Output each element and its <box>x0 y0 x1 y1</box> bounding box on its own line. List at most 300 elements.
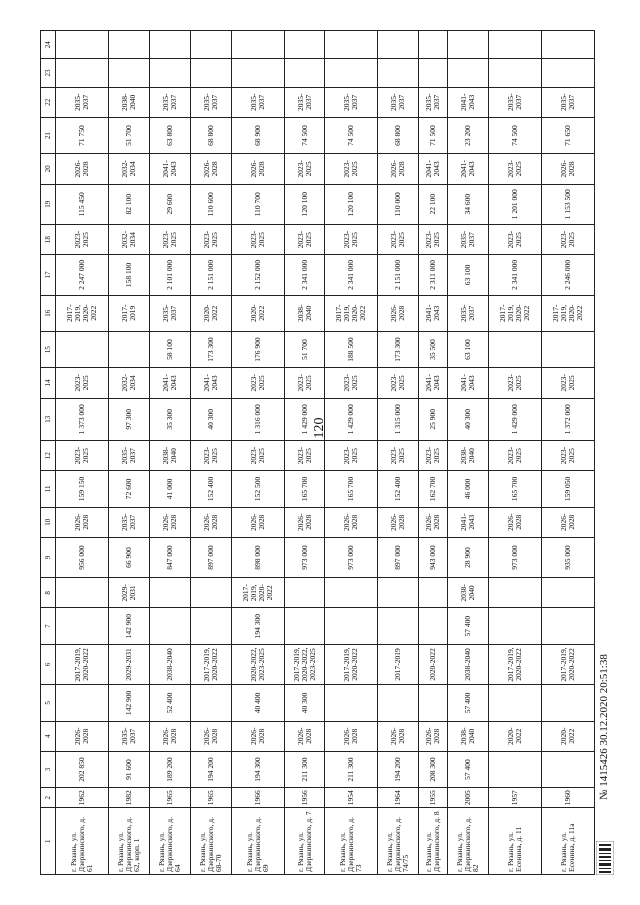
table-cell: 1 373 000 <box>56 398 109 440</box>
table-cell: 35 300 <box>149 398 190 440</box>
table-cell: 57 400 <box>448 685 489 721</box>
table-cell: 152 500 <box>231 471 284 507</box>
table-cell: 194 200 <box>378 751 419 787</box>
table-cell: 2023-2025 <box>56 224 109 254</box>
table-cell: 2041-2043 <box>419 368 448 398</box>
address-cell: г. Рязань, ул. Дзержинского, д. 62, корп. 1 <box>108 808 149 875</box>
address-cell: г. Рязань, ул. Дзержинского, д. 82 <box>448 808 489 875</box>
table-cell <box>284 608 325 644</box>
table-cell: 71 650 <box>541 117 594 153</box>
table-cell: 2026-2028 <box>231 154 284 184</box>
table-cell <box>541 608 594 644</box>
table-cell: 2026-2028 <box>419 507 448 537</box>
table-row <box>231 31 284 875</box>
table-cell: 1 316 000 <box>231 398 284 440</box>
table-cell: 2041-2043 <box>419 154 448 184</box>
table-cell: 973 000 <box>325 537 378 577</box>
table-cell: 165 700 <box>325 471 378 507</box>
table-cell: 158 100 <box>108 255 149 295</box>
table-cell: 22 100 <box>419 184 448 224</box>
table-cell: 2026-2028 <box>190 721 231 751</box>
table-cell: 23 200 <box>448 117 489 153</box>
table-cell <box>488 31 541 59</box>
table-cell: 2026-2028 <box>325 507 378 537</box>
table-cell: 72 600 <box>108 471 149 507</box>
table-cell: 2041-2043 <box>419 295 448 331</box>
table-cell: 2035-2037 <box>448 224 489 254</box>
table-cell: 63 100 <box>448 331 489 367</box>
table-cell: 2 152 000 <box>231 255 284 295</box>
column-header: 22 <box>41 87 56 117</box>
table-cell: 2026-2028 <box>231 721 284 751</box>
column-header: 4 <box>41 721 56 751</box>
table-cell: 847 000 <box>149 537 190 577</box>
column-header: 7 <box>41 608 56 644</box>
table-cell: 1 153 500 <box>541 184 594 224</box>
table-cell: 2023-2025 <box>378 224 419 254</box>
table-cell: 1 429 000 <box>488 398 541 440</box>
table-cell: 110 600 <box>190 184 231 224</box>
table-cell: 2041-2043 <box>190 368 231 398</box>
table-cell: 2023-2025 <box>541 368 594 398</box>
table-row <box>378 31 419 875</box>
table-cell: 2035-2037 <box>541 87 594 117</box>
table-cell: 2023-2025 <box>284 224 325 254</box>
table-cell: 2023-2025 <box>149 224 190 254</box>
column-header: 12 <box>41 440 56 470</box>
table-cell: 2023-2025 <box>419 440 448 470</box>
table-cell: 935 000 <box>541 537 594 577</box>
table-cell: 2017-2019, 2020-2022 <box>190 644 231 684</box>
table-cell: 68 800 <box>378 117 419 153</box>
table-cell: 2026-2028 <box>541 154 594 184</box>
table-cell: 46 000 <box>448 471 489 507</box>
table-body <box>56 31 595 875</box>
table-row <box>541 31 594 875</box>
table-cell <box>541 31 594 59</box>
table-cell <box>325 608 378 644</box>
table-cell: 2023-2025 <box>231 368 284 398</box>
table-cell: 2032-2034 <box>108 224 149 254</box>
table-cell <box>325 31 378 59</box>
table-cell: 2026-2028 <box>488 507 541 537</box>
table-cell: 2023-2025 <box>488 154 541 184</box>
column-header: 23 <box>41 59 56 87</box>
table-cell: 82 100 <box>108 184 149 224</box>
column-header: 13 <box>41 398 56 440</box>
table-cell: 2035-2037 <box>108 507 149 537</box>
table-cell <box>419 31 448 59</box>
table-cell: 2029-2031 <box>108 578 149 608</box>
table-cell: 2 246 000 <box>541 255 594 295</box>
table-cell: 2026-2028 <box>419 721 448 751</box>
column-header: 14 <box>41 368 56 398</box>
table-cell: 159 150 <box>56 471 109 507</box>
table-cell: 208 300 <box>419 751 448 787</box>
table-cell: 2026-2028 <box>56 154 109 184</box>
table-cell: 1965 <box>190 788 231 808</box>
table-cell: 2023-2025 <box>284 440 325 470</box>
table-cell: 2023-2025 <box>284 154 325 184</box>
table-cell <box>378 31 419 59</box>
column-header: 16 <box>41 295 56 331</box>
column-header: 1 <box>41 808 56 875</box>
capital-repair-table <box>40 30 595 875</box>
column-header: 17 <box>41 255 56 295</box>
table-cell: 142 900 <box>108 608 149 644</box>
table-row <box>325 31 378 875</box>
table-cell: 2023-2025 <box>56 368 109 398</box>
table-cell: 2023-2025 <box>488 368 541 398</box>
table-cell <box>108 31 149 59</box>
table-cell: 1956 <box>284 788 325 808</box>
table-cell: 115 450 <box>56 184 109 224</box>
address-cell: г. Рязань, ул. Есенина, д. 11а <box>541 808 594 875</box>
table-cell: 159 050 <box>541 471 594 507</box>
address-cell: г. Рязань, ул. Дзержинского, д. 61 <box>56 808 109 875</box>
table-cell: 202 850 <box>56 751 109 787</box>
table-cell: 2023-2025 <box>231 224 284 254</box>
table-cell <box>56 331 109 367</box>
table-cell: 897 000 <box>378 537 419 577</box>
table-cell: 2 247 000 <box>56 255 109 295</box>
table-cell: 2038-2040 <box>448 578 489 608</box>
table-cell: 74 500 <box>488 117 541 153</box>
column-header: 2 <box>41 788 56 808</box>
table-cell <box>56 608 109 644</box>
table-cell: 2 151 000 <box>190 255 231 295</box>
table-cell: 2017-2019, 2020-2022 <box>488 644 541 684</box>
table-cell: 194 300 <box>231 751 284 787</box>
table-cell: 2041-2043 <box>149 368 190 398</box>
column-header: 8 <box>41 578 56 608</box>
table-cell: 2038-2040 <box>448 440 489 470</box>
table-cell <box>149 59 190 87</box>
column-header: 3 <box>41 751 56 787</box>
table-cell: 28 900 <box>448 537 489 577</box>
table-cell: 2026-2028 <box>284 721 325 751</box>
table-cell: 2026-2028 <box>378 295 419 331</box>
table-cell: 71 500 <box>419 117 448 153</box>
table-cell: 2 101 000 <box>149 255 190 295</box>
table-cell: 2017-2019, 2020-2022, 2023-2025 <box>284 644 325 684</box>
table-cell: 1960 <box>541 788 594 808</box>
table-cell <box>541 331 594 367</box>
table-cell: 176 900 <box>231 331 284 367</box>
column-header: 5 <box>41 685 56 721</box>
table-cell: 142 900 <box>108 685 149 721</box>
table-cell: 2032-2034 <box>108 154 149 184</box>
table-cell: 173 300 <box>190 331 231 367</box>
table-cell: 2038-2040 <box>149 440 190 470</box>
table-cell <box>541 751 594 787</box>
table-cell: 2035-2037 <box>325 87 378 117</box>
table-cell: 2023-2025 <box>284 368 325 398</box>
table-cell: 2026-2028 <box>149 721 190 751</box>
barcode-stamp-icon <box>596 841 614 875</box>
table-row <box>149 31 190 875</box>
table-cell: 52 400 <box>149 685 190 721</box>
table-cell: 2023-2025 <box>378 368 419 398</box>
table-cell: 189 200 <box>149 751 190 787</box>
table-cell: 2005 <box>448 788 489 808</box>
table-cell: 2035-2037 <box>231 87 284 117</box>
table-cell: 2038-2040 <box>448 644 489 684</box>
table-cell <box>378 685 419 721</box>
table-cell: 2026-2028 <box>378 507 419 537</box>
table-cell <box>378 608 419 644</box>
table-cell: 35 500 <box>419 331 448 367</box>
page-number: 120 <box>312 417 327 439</box>
table-cell: 2023-2025 <box>190 440 231 470</box>
table-cell: 1955 <box>419 788 448 808</box>
table-cell: 173 300 <box>378 331 419 367</box>
table-cell <box>325 685 378 721</box>
table-cell <box>325 578 378 608</box>
table-cell: 71 750 <box>56 117 109 153</box>
table-cell: 2020-2022 <box>419 644 448 684</box>
table-cell: 2035-2037 <box>56 87 109 117</box>
table-cell: 2 311 000 <box>419 255 448 295</box>
address-cell: г. Рязань, ул. Есенина, д. 11 <box>488 808 541 875</box>
table-cell: 41 000 <box>149 471 190 507</box>
table-cell: 2017-2019, 2020-2022 <box>325 295 378 331</box>
table-row <box>190 31 231 875</box>
table-cell: 973 000 <box>284 537 325 577</box>
table-cell: 1 429 000 <box>284 398 325 440</box>
table-row <box>108 31 149 875</box>
table-cell <box>190 685 231 721</box>
table-cell: 2035-2037 <box>149 87 190 117</box>
table-cell: 120 100 <box>325 184 378 224</box>
table-cell: 2 151 000 <box>378 255 419 295</box>
table-cell: 1 429 000 <box>325 398 378 440</box>
table-cell: 40 300 <box>190 398 231 440</box>
table-cell: 2026-2028 <box>541 507 594 537</box>
address-cell: г. Рязань, ул. Дзержинского, д. 69 <box>231 808 284 875</box>
address-cell: г. Рязань, ул. Дзержинского, д. 64 <box>149 808 190 875</box>
column-header: 15 <box>41 331 56 367</box>
column-header: 21 <box>41 117 56 153</box>
table-cell: 188 500 <box>325 331 378 367</box>
table-cell <box>56 59 109 87</box>
table-cell: 63 800 <box>149 117 190 153</box>
table-cell <box>284 59 325 87</box>
address-cell: г. Рязань, ул. Дзержинского, д. 8 <box>419 808 448 875</box>
table-cell <box>378 578 419 608</box>
table-cell <box>448 59 489 87</box>
table-cell <box>284 578 325 608</box>
table-cell: 1966 <box>231 788 284 808</box>
table-cell: 29 600 <box>149 184 190 224</box>
table-cell: 1 372 000 <box>541 398 594 440</box>
table-cell: 2041-2043 <box>149 154 190 184</box>
table-cell: 2041-2043 <box>448 87 489 117</box>
table-cell <box>149 578 190 608</box>
table-cell: 2020-2022, 2023-2025 <box>231 644 284 684</box>
table-cell: 162 700 <box>419 471 448 507</box>
table-cell: 74 500 <box>284 117 325 153</box>
address-cell: г. Рязань, ул. Дзержинского, д. 68-70 <box>190 808 231 875</box>
table-cell: 2026-2028 <box>190 507 231 537</box>
table-cell: 110 000 <box>378 184 419 224</box>
table-cell: 120 100 <box>284 184 325 224</box>
table-cell: 1965 <box>149 788 190 808</box>
table-cell: 1 201 000 <box>488 184 541 224</box>
table-cell: 1954 <box>325 788 378 808</box>
table-cell <box>488 608 541 644</box>
table-cell: 2026-2028 <box>56 721 109 751</box>
table-cell: 2023-2025 <box>541 440 594 470</box>
table-cell: 1957 <box>488 788 541 808</box>
table-cell: 898 000 <box>231 537 284 577</box>
table-cell: 956 000 <box>56 537 109 577</box>
column-header: 19 <box>41 184 56 224</box>
table-cell: 2 341 000 <box>488 255 541 295</box>
table-cell: 2023-2025 <box>419 224 448 254</box>
table-cell: 40 400 <box>231 685 284 721</box>
table-row <box>488 31 541 875</box>
table-cell: 2041-2043 <box>448 154 489 184</box>
table-cell <box>419 59 448 87</box>
table-cell: 2038-2040 <box>108 87 149 117</box>
table-cell <box>488 331 541 367</box>
table-cell: 2017-2019 <box>108 295 149 331</box>
table-cell: 91 600 <box>108 751 149 787</box>
table-cell <box>541 59 594 87</box>
column-header: 10 <box>41 507 56 537</box>
table-cell <box>190 608 231 644</box>
table-cell: 2017-2019, 2020-2022 <box>56 644 109 684</box>
table-cell: 2023-2025 <box>56 440 109 470</box>
table-cell: 58 100 <box>149 331 190 367</box>
column-header: 24 <box>41 31 56 59</box>
table-cell: 2020-2022 <box>231 295 284 331</box>
table-cell <box>231 31 284 59</box>
table-cell <box>284 31 325 59</box>
table-cell <box>325 59 378 87</box>
table-cell: 2038-2040 <box>448 721 489 751</box>
table-cell: 897 000 <box>190 537 231 577</box>
table-cell: 74 500 <box>325 117 378 153</box>
table-cell: 63 100 <box>448 255 489 295</box>
column-header: 18 <box>41 224 56 254</box>
table-cell: 2023-2025 <box>378 440 419 470</box>
table-cell <box>541 578 594 608</box>
table-cell: 57 400 <box>448 751 489 787</box>
table-cell: 2023-2025 <box>325 368 378 398</box>
table-cell <box>108 59 149 87</box>
table-cell: 152 400 <box>378 471 419 507</box>
table-cell: 2017-2019, 2020-2022 <box>541 644 594 684</box>
column-header: 11 <box>41 471 56 507</box>
table-cell: 2041-2043 <box>448 368 489 398</box>
table-cell: 2023-2025 <box>325 224 378 254</box>
table-cell: 2032-2034 <box>108 368 149 398</box>
table-cell: 2038-2040 <box>284 295 325 331</box>
table-cell: 165 700 <box>284 471 325 507</box>
table-cell: 97 300 <box>108 398 149 440</box>
table-cell: 110 700 <box>231 184 284 224</box>
table-cell: 2026-2028 <box>378 154 419 184</box>
table-cell: 2020-2022 <box>541 721 594 751</box>
table-cell <box>56 31 109 59</box>
table-cell <box>56 685 109 721</box>
table-cell <box>488 685 541 721</box>
table-cell: 194 300 <box>231 608 284 644</box>
table-cell: 2035-2037 <box>378 87 419 117</box>
table-cell: 2017-2019, 2020-2022 <box>488 295 541 331</box>
table-cell <box>419 685 448 721</box>
table-cell: 2035-2037 <box>488 87 541 117</box>
table-cell: 2 341 000 <box>325 255 378 295</box>
table-cell <box>448 31 489 59</box>
table-cell: 152 400 <box>190 471 231 507</box>
table-cell: 57 400 <box>448 608 489 644</box>
table-cell: 2020-2022 <box>190 295 231 331</box>
table-cell: 2023-2025 <box>190 224 231 254</box>
table-row <box>419 31 448 875</box>
table-cell: 2026-2028 <box>231 507 284 537</box>
table-row <box>284 31 325 875</box>
table-row <box>448 31 489 875</box>
table-cell: 2035-2037 <box>108 721 149 751</box>
table-cell: 1982 <box>108 788 149 808</box>
table-cell: 2017-2019 <box>378 644 419 684</box>
table-cell: 2041-2043 <box>448 507 489 537</box>
table-cell: 211 300 <box>284 751 325 787</box>
table-cell: 2035-2037 <box>149 295 190 331</box>
table-cell: 2026-2028 <box>190 154 231 184</box>
table-cell: 2026-2028 <box>325 721 378 751</box>
table-cell <box>419 608 448 644</box>
table-cell: 34 600 <box>448 184 489 224</box>
table-cell: 2020-2022 <box>488 721 541 751</box>
table-cell: 2035-2037 <box>448 295 489 331</box>
table-cell: 2023-2025 <box>325 154 378 184</box>
table-cell <box>231 59 284 87</box>
table-cell: 2023-2025 <box>231 440 284 470</box>
table-cell <box>488 751 541 787</box>
table-cell: 2038-2040 <box>149 644 190 684</box>
table-cell <box>190 31 231 59</box>
table-row <box>56 31 109 875</box>
rotated-table-wrap <box>40 30 595 875</box>
table-cell <box>190 59 231 87</box>
table-cell: 2023-2025 <box>488 440 541 470</box>
footer <box>596 570 616 880</box>
table-cell: 66 900 <box>108 537 149 577</box>
column-header: 6 <box>41 644 56 684</box>
table-cell <box>149 608 190 644</box>
table-cell <box>149 31 190 59</box>
table-cell: 1 315 000 <box>378 398 419 440</box>
table-cell: 2023-2025 <box>488 224 541 254</box>
table-cell: 51 700 <box>284 331 325 367</box>
table-cell: 2026-2028 <box>149 507 190 537</box>
table-cell: 2026-2028 <box>56 507 109 537</box>
table-cell: 40 300 <box>284 685 325 721</box>
table-cell: 194 200 <box>190 751 231 787</box>
table-cell <box>488 578 541 608</box>
table-cell: 2023-2025 <box>541 224 594 254</box>
column-header: 9 <box>41 537 56 577</box>
table-cell: 68 800 <box>190 117 231 153</box>
address-cell: г. Рязань, ул. Дзержинского, д. 7 <box>284 808 325 875</box>
table-cell: 2023-2025 <box>325 440 378 470</box>
table-cell: 2035-2037 <box>419 87 448 117</box>
table-cell <box>419 578 448 608</box>
